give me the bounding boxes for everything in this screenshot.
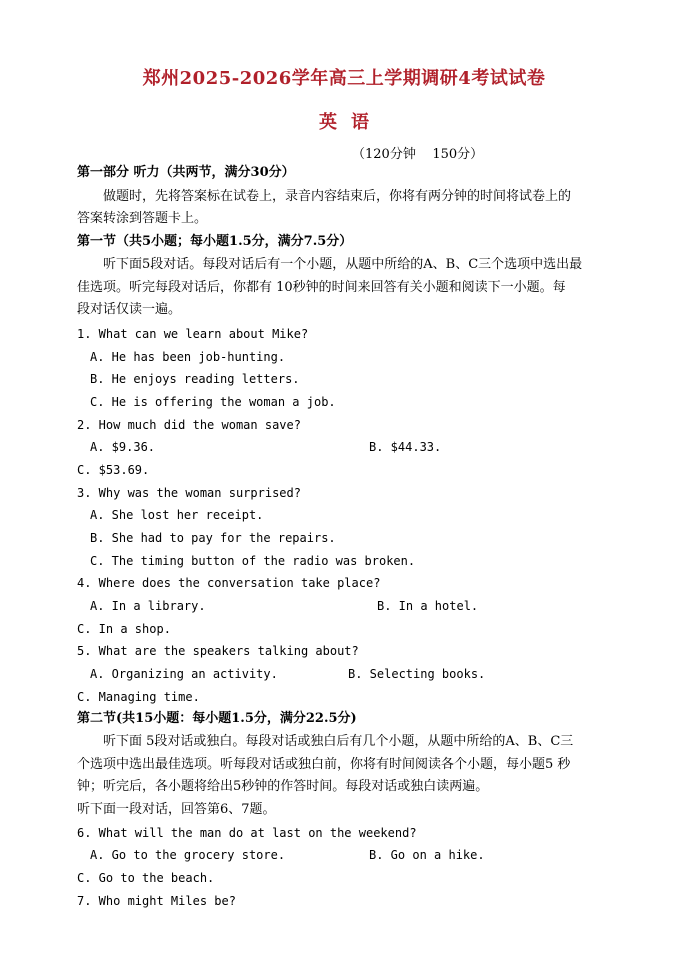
question-5-option-b: B. Selecting books. <box>348 667 486 681</box>
subject-title: 英语 <box>319 112 383 133</box>
question-5-stem: 5. What are the speakers talking about? <box>77 644 359 658</box>
question-2-option-b: B. $44.33. <box>369 440 442 454</box>
exam-duration: （120分钟 150分） <box>352 147 484 162</box>
part1-intro-line2: 答案转涂到答题卡上。 <box>77 211 208 226</box>
question-7-stem: 7. Who might Miles be? <box>77 894 236 908</box>
question-6-stem: 6. What will the man do at last on the weekend? <box>77 826 417 840</box>
question-6-option-b: B. Go on a hike. <box>369 848 485 862</box>
question-3-stem: 3. Why was the woman surprised? <box>77 486 301 500</box>
section1-heading: 第一节（共5小题；每小题1.5分，满分7.5分） <box>77 234 353 249</box>
section1-intro-line1: 听下面5段对话。每段对话后有一个小题，从题中所给的A、B、C三个选项中选出最 <box>103 257 583 272</box>
question-3-option-a: A. She lost her receipt. <box>90 508 264 522</box>
question-4-option-b: B. In a hotel. <box>377 599 479 613</box>
question-6-option-a: A. Go to the grocery store. <box>90 848 286 862</box>
question-3-option-c: C. The timing button of the radio was broken. <box>90 554 416 568</box>
question-2-option-a: A. $9.36. <box>90 440 156 454</box>
question-4-stem: 4. Where does the conversation take place? <box>77 576 381 590</box>
question-1-option-a: A. He has been job-hunting. <box>90 350 286 364</box>
section2-intro-line1: 听下面 5段对话或独白。每段对话或独白后有几个小题，从题中所给的A、B、C三 <box>103 734 574 749</box>
question-1-stem: 1. What can we learn about Mike? <box>77 327 309 341</box>
question-4-option-c: C. In a shop. <box>77 622 171 636</box>
question-6-option-c: C. Go to the beach. <box>77 871 215 885</box>
section1-intro-line2: 佳选项。听完每段对话后，你都有 10秒钟的时间来回答有关小题和阅读下一小题。每 <box>77 280 566 295</box>
section2-instruction: 听下面一段对话，回答第6、7题。 <box>77 802 276 817</box>
exam-title: 郑州2025-2026学年高三上学期调研4考试试卷 <box>142 68 546 89</box>
section2-intro-line3: 钟；听完后，各小题将给出5秒钟的作答时间。每段对话或独白读两遍。 <box>77 779 489 794</box>
question-5-option-c: C. Managing time. <box>77 690 200 704</box>
question-5-option-a: A. Organizing an activity. <box>90 667 278 681</box>
part1-heading: 第一部分 听力（共两节，满分30分） <box>77 165 295 180</box>
section2-intro-line2: 个选项中选出最佳选项。听每段对话或独白前，你将有时间阅读各个小题，每小题5 秒 <box>77 757 571 772</box>
question-3-option-b: B. She had to pay for the repairs. <box>90 531 336 545</box>
question-1-option-c: C. He is offering the woman a job. <box>90 395 336 409</box>
section1-intro-line3: 段对话仅读一遍。 <box>77 302 182 317</box>
part1-intro-line1: 做题时，先将答案标在试卷上，录音内容结束后，你将有两分钟的时间将试卷上的 <box>103 189 572 204</box>
question-2-option-c: C. $53.69. <box>77 463 150 477</box>
question-2-stem: 2. How much did the woman save? <box>77 418 301 432</box>
section2-heading: 第二节(共15小题：每小题1.5分，满分22.5分) <box>77 711 357 726</box>
question-1-option-b: B. He enjoys reading letters. <box>90 372 300 386</box>
question-4-option-a: A. In a library. <box>90 599 206 613</box>
